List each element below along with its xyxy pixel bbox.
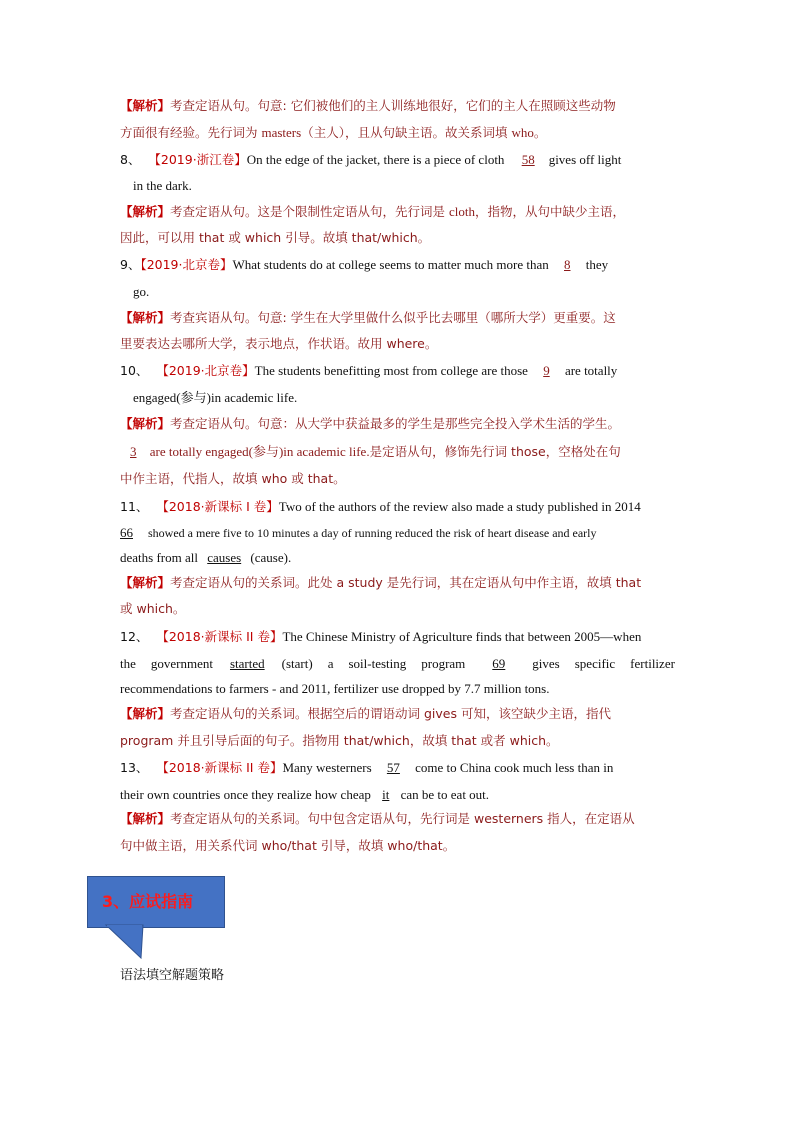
analysis-12-line-2: program 并且引导后面的句子。指物用 that/which，故填 that 或者 which。 [120, 733, 559, 748]
analysis-7-line-2: 方面很有经验。先行词为 masters（主人），且从句缺主语。故关系词填 who。 [120, 125, 547, 140]
blank: 66 [120, 525, 133, 540]
document-page: 【解析】考查定语从句。句意: 它们被他们的主人训练地很好，它们的主人在照顾这些动物 方面很有经验。先行词为 masters（主人），且从句缺主语。故关系词填 who。 8、 【2019·浙江卷】On the edge of the jacket, there is a piece of cloth 58 gives off light in the dark. 【解析】考查定语从句。这是个限制性定语从句，先行词是 cloth，指物，从句中缺少主语， 因此，可以用 that 或 which 引导。故填 that/which。 9、【2019·北京卷】What students do at college seems to matter much more than 8 they go. 【解析】考查宾语从句。句意: 学生在大学里做什么似乎比去哪里（哪所大学）更重要。这 里要表达去哪所大学，表示地点，作状语。故用 where。 10、 【2019·北京卷】The students benefitting most from college are those 9 are totally engaged(参与)in academic life. 【解析】考查定语从句。句意：从大学中获益最多的学生是那些完全投入学术生活的学生。 3 are totally engaged(参与)in academic life.是定语从句，修饰先行词 those，空格处在句 中作主语，代指人，故填 who 或 that。 11、 【2018·新课标 I 卷】Two of the authors of the review also made a study published in 2014 66 showed a mere five to 10 minutes a day of running reduced the risk of heart disease and early deaths from all causes (cause). 【解析】考查定语从句的关系词。此处 a study 是先行词，其在定语从句中作主语，故填 that 或 which。 12、 【2018·新课标 II 卷】The Chinese Ministry of Agriculture finds that between 2005—when the government started (start) a soil-testing program 69 gives specific fertilizer recommendations to farmers - and 2011, fertilizer use dropped by 7.7 million tons. 【解析】考查定语从句的关系词。根据空后的谓语动词 gives 可知，该空缺少主语，指代 program 并且引导后面的句子。指物用 that/which，故填 that 或者 which。 13、 【2018·新课标 II 卷】Many westerners 57 come to China cook much less than in their own countries once they realize how cheap it can be to eat out. 【解析】考查定语从句的关系词。句中包含定语从句，先行词是 westerners 指人，在定语从 句中做主语，用关系代词 who/that 引导，故填 who/that。 3、应试指南 语法填空解题策略 [0, 0, 794, 1123]
analysis-8-line-2: 因此，可以用 that 或 which 引导。故填 that/which。 [120, 230, 431, 245]
section-callout [87, 876, 225, 928]
blank: 9 [543, 363, 550, 378]
question-10: 10、 【2019·北京卷】The students benefitting most from college are those 9 are totally [120, 363, 618, 378]
analysis-7-line-1: 【解析】考查定语从句。句意: 它们被他们的主人训练地很好，它们的主人在照顾这些动物 [120, 98, 616, 113]
question-13: 13、 【2018·新课标 II 卷】Many westerners 57 come to China cook much less than in [120, 760, 614, 775]
analysis-label: 【解析】 [120, 98, 171, 113]
analysis-13-line-1: 【解析】考查定语从句的关系词。句中包含定语从句，先行词是 westerners 指人，在定语从 [120, 811, 635, 826]
question-12: 12、 【2018·新课标 II 卷】The Chinese Ministry of Agriculture finds that between 2005—when [120, 629, 642, 644]
analysis-10-line-2: 3 are totally engaged(参与)in academic life.是定语从句，修饰先行词 those，空格处在句 [130, 444, 621, 459]
callout-title: 3、应试指南 [102, 892, 194, 911]
source-badge: 【2019·浙江卷】 [148, 152, 247, 167]
question-8: 8、 【2019·浙江卷】On the edge of the jacket, there is a piece of cloth 58 gives off light [120, 152, 622, 167]
blank: 57 [386, 760, 400, 775]
blank: started [229, 656, 265, 671]
question-11: 11、 【2018·新课标 I 卷】Two of the authors of the review also made a study published in 2014 [120, 499, 641, 514]
section-subtitle: 语法填空解题策略 [120, 968, 225, 983]
blank: 69 [492, 656, 506, 671]
analysis-10-line-3: 中作主语，代指人，故填 who 或 that。 [120, 471, 346, 486]
question-9: 9、【2019·北京卷】What students do at college seems to matter much more than 8 they [120, 257, 609, 272]
analysis-10-line-1: 【解析】考查定语从句。句意：从大学中获益最多的学生是那些完全投入学术生活的学生。 [120, 416, 621, 431]
analysis-11-line-2: 或 which。 [120, 601, 186, 616]
analysis-12-line-1: 【解析】考查定语从句的关系词。根据空后的谓语动词 gives 可知，该空缺少主语，指代 [120, 706, 611, 721]
analysis-8-line-1: 【解析】考查定语从句。这是个限制性定语从句，先行词是 cloth，指物，从句中缺少主语， [120, 204, 626, 219]
analysis-11-line-1: 【解析】考查定语从句的关系词。此处 a study 是先行词，其在定语从句中作主语，故填 that [120, 575, 642, 590]
blank: 8 [564, 257, 571, 272]
analysis-9-line-2: 里要表达去哪所大学，表示地点，作状语。故用 where。 [120, 336, 438, 351]
callout-tail-icon [105, 924, 145, 960]
analysis-9-line-1: 【解析】考查宾语从句。句意: 学生在大学里做什么似乎比去哪里（哪所大学）更重要。这 [120, 310, 616, 325]
analysis-13-line-2: 句中做主语，用关系代词 who/that 引导，故填 who/that。 [120, 838, 456, 853]
blank: 58 [521, 152, 535, 167]
